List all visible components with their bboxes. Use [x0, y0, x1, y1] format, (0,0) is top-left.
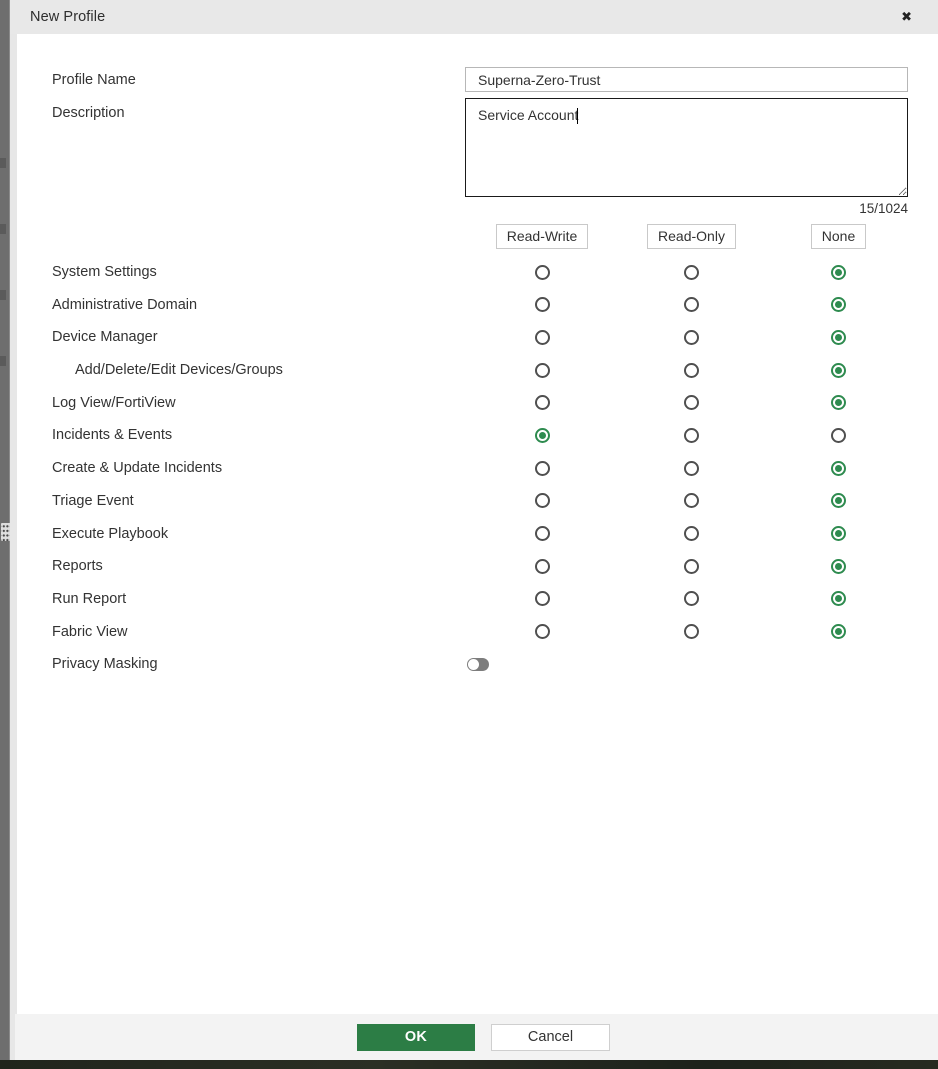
permission-cell: [766, 419, 911, 452]
permission-row-label: Device Manager: [52, 329, 158, 346]
dialog-title: New Profile: [30, 9, 106, 25]
permission-cell-empty: [766, 648, 911, 681]
radio-read-write[interactable]: [535, 265, 550, 280]
radio-read-write[interactable]: [535, 330, 550, 345]
radio-none[interactable]: [831, 428, 846, 443]
radio-read-only[interactable]: [684, 395, 699, 410]
radio-read-write[interactable]: [535, 493, 550, 508]
radio-read-write[interactable]: [535, 297, 550, 312]
radio-read-only[interactable]: [684, 624, 699, 639]
radio-none[interactable]: [831, 493, 846, 508]
permission-cell: [766, 452, 911, 485]
permission-cell: [467, 256, 617, 289]
permission-cell: [766, 386, 911, 419]
radio-none[interactable]: [831, 591, 846, 606]
dialog-footer: [15, 1014, 938, 1060]
permission-row-label: Administrative Domain: [52, 296, 198, 313]
permission-cell: [467, 321, 617, 354]
radio-read-only[interactable]: [684, 330, 699, 345]
radio-none[interactable]: [831, 526, 846, 541]
permission-row-label: Execute Playbook: [52, 525, 169, 542]
radio-read-write[interactable]: [535, 395, 550, 410]
permission-cell: [766, 517, 911, 550]
permission-cell: [766, 583, 911, 616]
radio-none[interactable]: [831, 395, 846, 410]
permission-cell: [617, 386, 766, 419]
new-profile-dialog: [10, 0, 938, 1060]
text-caret: [577, 108, 578, 124]
profile-name-row: [17, 67, 938, 92]
ok-button[interactable]: OK: [357, 1024, 475, 1051]
permission-row-label: Log View/FortiView: [52, 394, 176, 411]
close-icon[interactable]: ✖: [897, 8, 916, 27]
column-header-read-only[interactable]: Read-Only: [647, 224, 736, 249]
radio-none[interactable]: [831, 624, 846, 639]
radio-none[interactable]: [831, 363, 846, 378]
background-page-bottom: [0, 1060, 938, 1069]
profile-name-label: Profile Name: [52, 71, 136, 88]
description-row: [17, 98, 938, 197]
radio-read-write[interactable]: [535, 363, 550, 378]
permission-row-label: Reports: [52, 558, 103, 575]
radio-read-only[interactable]: [684, 428, 699, 443]
column-header-read-write[interactable]: Read-Write: [496, 224, 589, 249]
description-textarea[interactable]: [465, 98, 908, 197]
permissions-grid-corner: [52, 223, 467, 249]
permission-cell: [617, 550, 766, 583]
column-header-none[interactable]: None: [811, 224, 866, 249]
privacy-masking-toggle[interactable]: [467, 658, 489, 671]
permission-cell: [766, 321, 911, 354]
radio-read-write[interactable]: [535, 428, 550, 443]
permission-cell: [467, 419, 617, 452]
permission-row-label: System Settings: [52, 264, 157, 281]
permission-cell: [617, 256, 766, 289]
radio-read-write[interactable]: [535, 526, 550, 541]
clipped-text-fragment: [0, 356, 6, 366]
radio-none[interactable]: [831, 265, 846, 280]
permission-cell: [467, 583, 617, 616]
radio-read-write[interactable]: [535, 591, 550, 606]
permission-cell: [617, 354, 766, 387]
clipped-text-fragment: [0, 290, 6, 300]
permission-cell: [467, 452, 617, 485]
radio-read-only[interactable]: [684, 363, 699, 378]
permission-row-label: Fabric View: [52, 623, 128, 640]
permission-row-label: Run Report: [52, 590, 127, 607]
description-field-wrap: [465, 98, 908, 197]
permission-cell: [467, 288, 617, 321]
radio-none[interactable]: [831, 330, 846, 345]
clipped-text-fragment: [0, 224, 6, 234]
permission-cell: [467, 550, 617, 583]
description-label: Description: [52, 105, 125, 121]
permission-cell: [766, 256, 911, 289]
permission-cell: [617, 583, 766, 616]
permission-cell: [766, 354, 911, 387]
radio-read-write[interactable]: [535, 559, 550, 574]
radio-read-only[interactable]: [684, 461, 699, 476]
permission-cell: [467, 517, 617, 550]
permission-cell: [467, 485, 617, 518]
radio-read-only[interactable]: [684, 591, 699, 606]
radio-read-only[interactable]: [684, 526, 699, 541]
radio-read-only[interactable]: [684, 297, 699, 312]
radio-read-only[interactable]: [684, 265, 699, 280]
permission-cell: [766, 485, 911, 518]
clipped-text-fragment: [0, 158, 6, 168]
permission-cell-empty: [617, 648, 766, 681]
radio-read-write[interactable]: [535, 461, 550, 476]
permission-row-label: Create & Update Incidents: [52, 460, 223, 477]
profile-name-input[interactable]: [465, 67, 908, 92]
permission-cell: [467, 615, 617, 648]
radio-none[interactable]: [831, 461, 846, 476]
permission-cell: [467, 386, 617, 419]
permission-cell: [617, 485, 766, 518]
permission-row-label: Triage Event: [52, 492, 134, 509]
permission-cell: [766, 615, 911, 648]
permission-row-label: Incidents & Events: [52, 427, 173, 444]
permission-cell: [766, 288, 911, 321]
permission-row-label: Privacy Masking: [52, 656, 158, 673]
radio-none[interactable]: [831, 559, 846, 574]
permission-cell: [617, 517, 766, 550]
dialog-titlebar: [10, 0, 938, 34]
radio-read-write[interactable]: [535, 624, 550, 639]
permissions-grid: [17, 223, 938, 681]
radio-read-only[interactable]: [684, 493, 699, 508]
permission-cell: [617, 288, 766, 321]
permission-cell: [617, 419, 766, 452]
radio-none[interactable]: [831, 297, 846, 312]
permission-cell: [766, 550, 911, 583]
permission-cell: [617, 452, 766, 485]
permission-cell: [617, 321, 766, 354]
char-counter: 15/1024: [859, 201, 908, 216]
permission-row-label: Add/Delete/Edit Devices/Groups: [75, 362, 283, 379]
permission-cell: [467, 648, 617, 681]
cancel-button[interactable]: Cancel: [491, 1024, 610, 1051]
permission-cell: [617, 615, 766, 648]
permission-cell: [467, 354, 617, 387]
radio-read-only[interactable]: [684, 559, 699, 574]
dialog-body: [17, 34, 938, 1014]
